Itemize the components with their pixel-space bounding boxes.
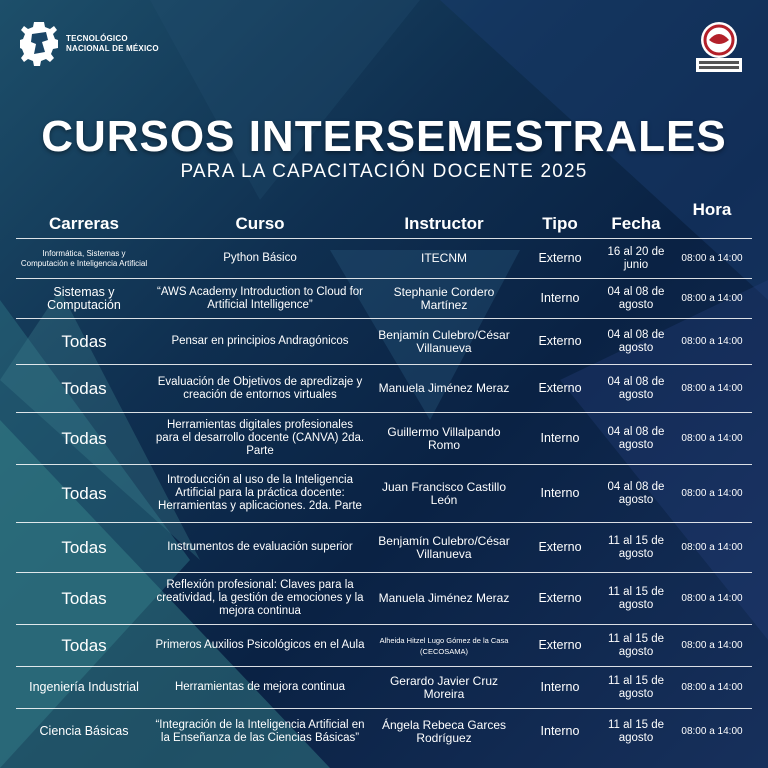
header-carreras: Carreras (49, 214, 119, 233)
cell-carreras: Todas (16, 573, 152, 625)
cell-fecha: 16 al 20 de junio (600, 239, 672, 279)
header-tipo: Tipo (542, 214, 578, 233)
cell-fecha: 11 al 15 de agosto (600, 523, 672, 573)
cell-instructor: Benjamín Culebro/César Villanueva (368, 319, 520, 365)
cell-instructor: Stephanie Cordero Martínez (368, 279, 520, 319)
cell-carreras: Todas (16, 319, 152, 365)
cell-carreras: Todas (16, 365, 152, 413)
cell-hora: 08:00 a 14:00 (672, 279, 752, 319)
cell-curso: Python Básico (152, 239, 368, 279)
table-row (16, 279, 752, 319)
cell-curso: Evaluación de Objetivos de apredizaje y creación de entornos virtuales (152, 365, 368, 413)
cell-instructor: Manuela Jiménez Meraz (368, 573, 520, 625)
cell-hora: 08:00 a 14:00 (672, 573, 752, 625)
cell-fecha: 11 al 15 de agosto (600, 709, 672, 755)
cell-curso: Primeros Auxilios Psicológicos en el Aula (152, 625, 368, 667)
cell-fecha: 04 al 08 de agosto (600, 279, 672, 319)
cell-tipo: Externo (520, 523, 600, 573)
gear-icon (20, 20, 58, 68)
cell-hora: 08:00 a 14:00 (672, 239, 752, 279)
table-header-row (16, 200, 752, 239)
cell-fecha: 11 al 15 de agosto (600, 667, 672, 709)
cell-carreras: Todas (16, 465, 152, 523)
cell-instructor: Manuela Jiménez Meraz (368, 365, 520, 413)
cell-fecha: 11 al 15 de agosto (600, 573, 672, 625)
cell-hora: 08:00 a 14:00 (672, 413, 752, 465)
header-fecha: Fecha (611, 214, 661, 233)
cell-instructor: Guillermo Villalpando Romo (368, 413, 520, 465)
cell-fecha: 04 al 08 de agosto (600, 365, 672, 413)
logo-line1: TECNOLÓGICO (66, 34, 128, 43)
table-row (16, 573, 752, 625)
cell-instructor: Ángela Rebeca Garces Rodríguez (368, 709, 520, 755)
cell-curso: Instrumentos de evaluación superior (152, 523, 368, 573)
cell-tipo: Externo (520, 319, 600, 365)
cell-tipo: Externo (520, 239, 600, 279)
page-title: CURSOS INTERSEMESTRALES (41, 112, 727, 161)
header-instructor: Instructor (404, 214, 484, 233)
cell-tipo: Interno (520, 413, 600, 465)
cell-tipo: Externo (520, 625, 600, 667)
table-row (16, 523, 752, 573)
cell-tipo: Externo (520, 365, 600, 413)
cell-hora: 08:00 a 14:00 (672, 667, 752, 709)
cell-fecha: 04 al 08 de agosto (600, 465, 672, 523)
table-row (16, 667, 752, 709)
table-row (16, 465, 752, 523)
cell-curso: “Integración de la Inteligencia Artificial en la Enseñanza de las Ciencias Básicas” (152, 709, 368, 755)
cell-instructor: Benjamín Culebro/César Villanueva (368, 523, 520, 573)
cell-carreras: Todas (16, 413, 152, 465)
cell-carreras: Sistemas y Computación (16, 279, 152, 319)
cell-hora: 08:00 a 14:00 (672, 625, 752, 667)
cell-hora: 08:00 a 14:00 (672, 319, 752, 365)
cell-tipo: Interno (520, 709, 600, 755)
table-row (16, 625, 752, 667)
cell-carreras: Ingeniería Industrial (16, 667, 152, 709)
cell-tipo: Interno (520, 465, 600, 523)
cell-hora: 08:00 a 14:00 (672, 523, 752, 573)
cell-curso: Herramientas de mejora continua (152, 667, 368, 709)
cell-carreras: Ciencia Básicas (16, 709, 152, 755)
logo-line2: NACIONAL DE MÉXICO (66, 44, 159, 53)
cell-fecha: 04 al 08 de agosto (600, 413, 672, 465)
cell-curso: Pensar en principios Andragónicos (152, 319, 368, 365)
tecnm-logo (20, 20, 159, 68)
header-curso: Curso (235, 214, 285, 233)
courses-table (16, 200, 752, 755)
cell-tipo: Interno (520, 279, 600, 319)
cell-instructor: Gerardo Javier Cruz Moreira (368, 667, 520, 709)
table-row (16, 413, 752, 465)
cell-hora: 08:00 a 14:00 (672, 709, 752, 755)
emblem-icon (694, 18, 744, 74)
cell-carreras: Informática, Sistemas y Computación e Inteligencia Artificial (16, 239, 152, 279)
table-row (16, 709, 752, 755)
header-hora: Hora (692, 200, 732, 219)
cell-curso: Reflexión profesional: Claves para la creatividad, la gestión de emociones y la mejora continua (152, 573, 368, 625)
page-subtitle: PARA LA CAPACITACIÓN DOCENTE 2025 (180, 161, 588, 182)
table-row (16, 319, 752, 365)
cell-fecha: 11 al 15 de agosto (600, 625, 672, 667)
cell-curso: Herramientas digitales profesionales para el desarrollo docente (CANVA) 2da. Parte (152, 413, 368, 465)
cell-fecha: 04 al 08 de agosto (600, 319, 672, 365)
cell-tipo: Interno (520, 667, 600, 709)
cell-curso: “AWS Academy Introduction to Cloud for Artificial Intelligence” (152, 279, 368, 319)
table-row (16, 239, 752, 279)
cell-instructor: ITECNM (368, 239, 520, 279)
cell-carreras: Todas (16, 625, 152, 667)
cell-carreras: Todas (16, 523, 152, 573)
cell-curso: Introducción al uso de la Inteligencia Artificial para la práctica docente: Herramientas y aplicaciones. 2da. Parte (152, 465, 368, 523)
cell-hora: 08:00 a 14:00 (672, 365, 752, 413)
cell-hora: 08:00 a 14:00 (672, 465, 752, 523)
cell-instructor: Juan Francisco Castillo León (368, 465, 520, 523)
cell-instructor: Alheida Hitzel Lugo Gómez de la Casa (CECOSAMA) (368, 625, 520, 667)
logo-text (66, 34, 159, 54)
table-row (16, 365, 752, 413)
cell-tipo: Externo (520, 573, 600, 625)
